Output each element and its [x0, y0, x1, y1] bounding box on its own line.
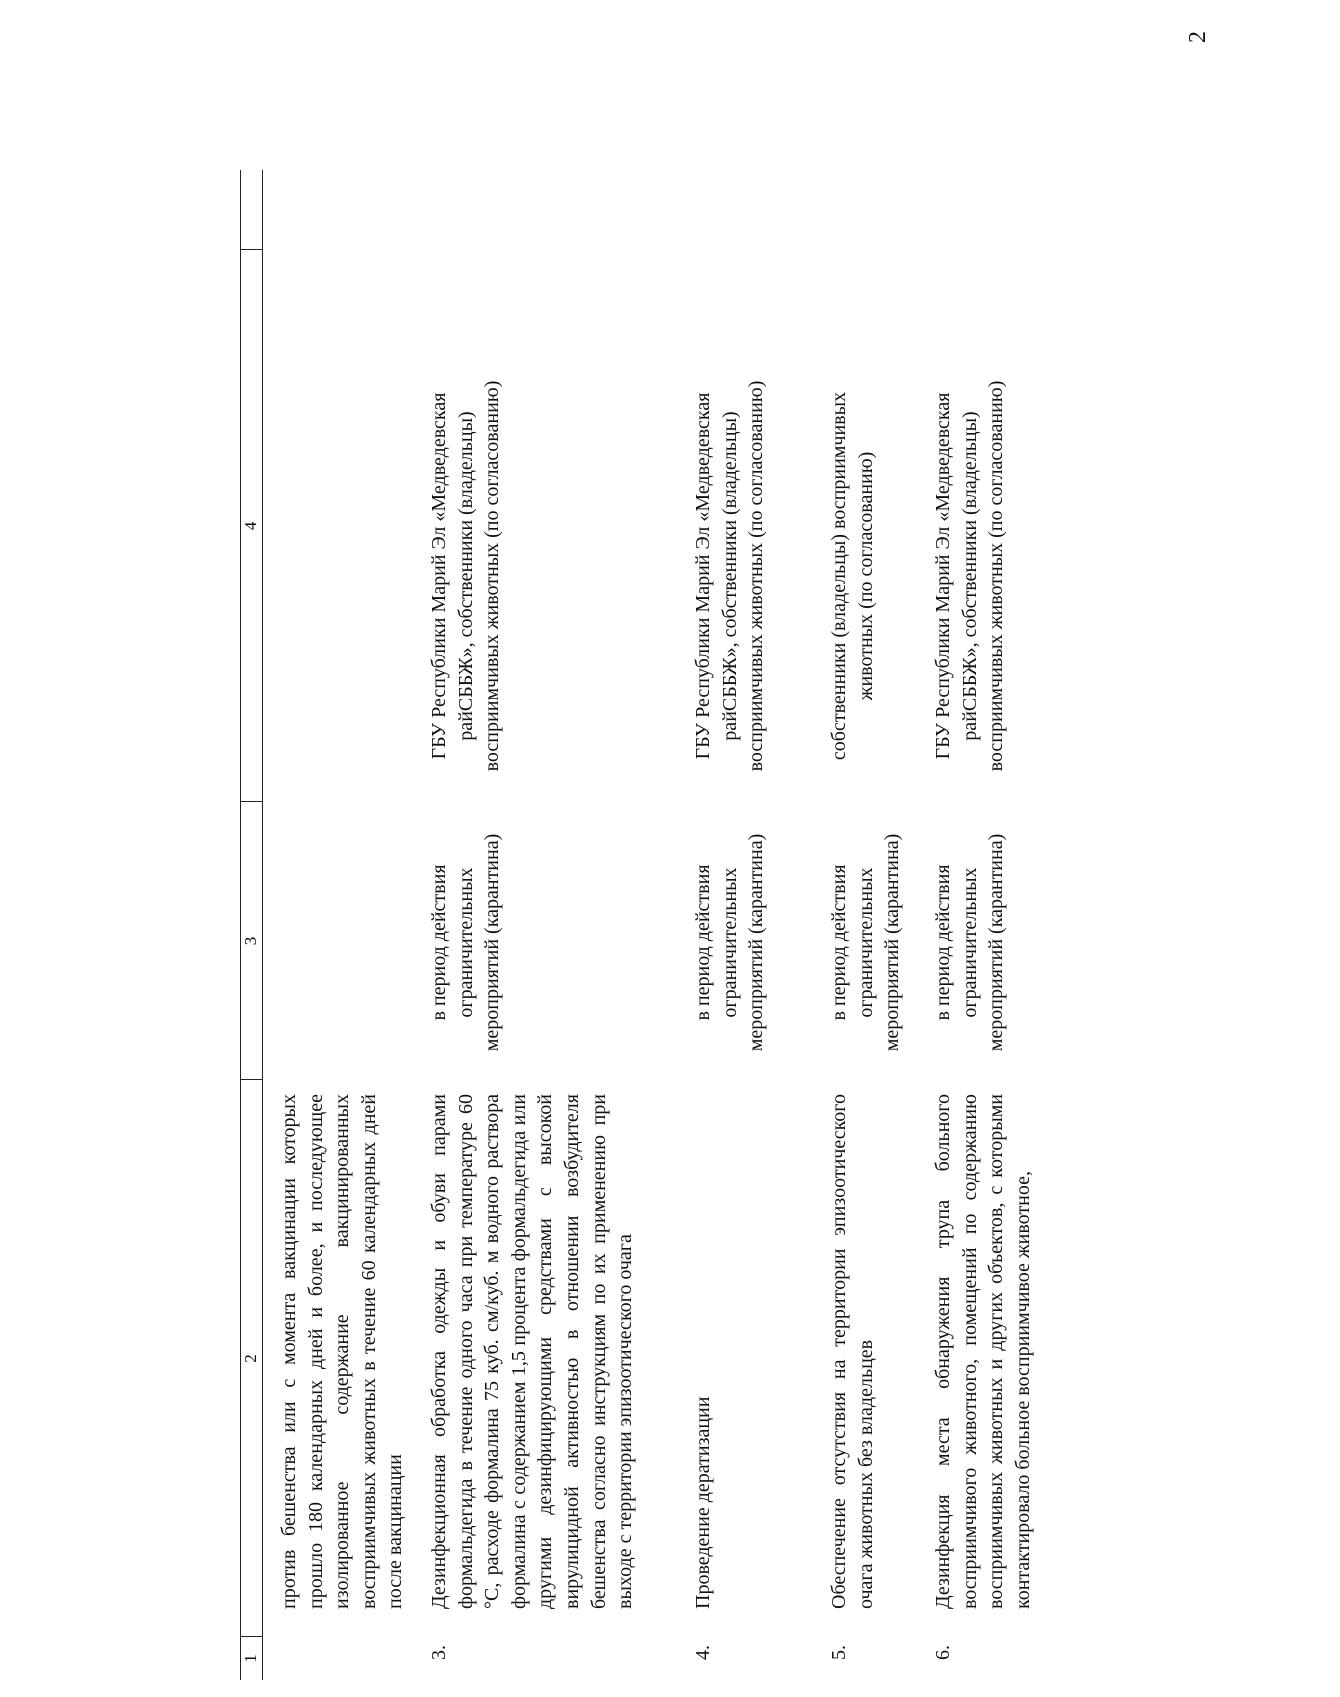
column-number: 1: [241, 1654, 260, 1663]
column-number: 2: [241, 1354, 260, 1363]
table-row-measure: против бешенства или с момента вакцинации которых прошло 180 календарных дней и более, и последующее изолированное содержание вакцинированных восприимчивых животных в течение 60 календарных дней после вакцинации: [278, 1094, 407, 1609]
table-row-timing: в период действия ограничительных мероприятий (карантина): [828, 833, 904, 1052]
rotated-table: [240, 170, 1340, 1680]
table-row-responsible: ГБУ Республики Марий Эл «Медведевская райСББЖ», собственники (владельцы) восприимчивых животных (по согласованию): [428, 380, 504, 772]
table-row-responsible: собственники (владельцы) восприимчивых животных (по согласованию): [828, 391, 877, 761]
table-row-timing: в период действия ограничительных мероприятий (карантина): [932, 833, 1008, 1052]
table-row-measure: Проведение дератизации: [692, 1396, 714, 1609]
table-header-border: [262, 170, 263, 1680]
table-row-responsible: ГБУ Республики Марий Эл «Медведевская райСББЖ», собственники (владельцы) восприимчивых животных (по согласованию): [932, 380, 1008, 772]
page-number: 2: [1185, 31, 1211, 43]
table-row-timing: в период действия ограничительных мероприятий (карантина): [428, 833, 504, 1052]
table-row-responsible: ГБУ Республики Марий Эл «Медведевская райСББЖ», собственники (владельцы) восприимчивых животных (по согласованию): [692, 380, 768, 772]
table-row-timing: в период действия ограничительных мероприятий (карантина): [692, 833, 768, 1052]
table-row-measure: Дезинфекционная обработка одежды и обуви парами формальдегида в течение одного часа при температуре 60 °С, расходе формалина 75 куб. см/куб. м водного раствора формалина с содержанием 1,5 процента формальдегида или другими дезинфицирующими средствами с высокой вирулицидной активностью в отношении возбудителя бешенства согласно инструкциям по их применению при выходе с территории эпизоотического очага: [428, 1094, 637, 1609]
table-row-measure: Дезинфекция места обнаружения трупа больного восприимчивого животного, помещений по содержанию восприимчивых животных и других объектов, с которыми контактировало больное восприимчивое животное,: [932, 1094, 1034, 1609]
row-number: 3.: [428, 1645, 450, 1660]
row-number: 5.: [828, 1645, 850, 1660]
table-row-measure: Обеспечение отсутствия на территории эпизоотического очага животных без владельцев: [828, 1094, 877, 1609]
column-number: 3: [241, 936, 260, 946]
column-number: 4: [241, 521, 260, 531]
row-number: 6.: [932, 1645, 954, 1660]
row-number: 4.: [692, 1645, 714, 1660]
